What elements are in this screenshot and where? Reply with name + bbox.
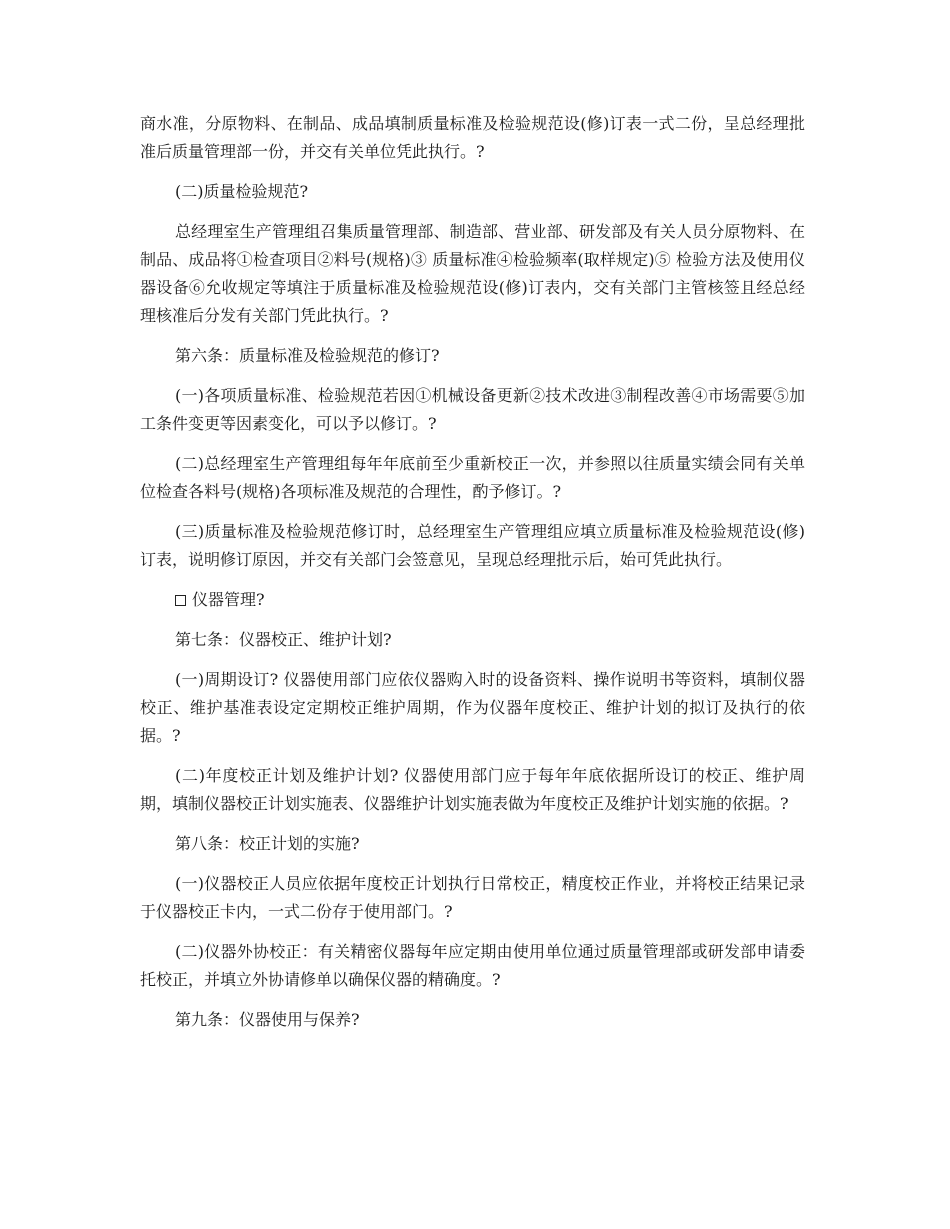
paragraph: (三)质量标准及检验规范修订时，总经理室生产管理组应填立质量标准及检验规范设(修)订表，说明修订原因，并交有关部门会签意见，呈现总经理批示后，始可凭此执行。 (140, 522, 805, 569)
article-heading: 第七条：仪器校正、维护计划? (175, 630, 392, 649)
article-heading: 第八条：校正计划的实施? (175, 834, 360, 853)
paragraph: 商水准，分原物料、在制品、成品填制质量标准及检验规范设(修)订表一式二份，呈总经理批准后质量管理部一份，并交有关单位凭此执行。? (140, 114, 805, 161)
article-heading: 第九条：仪器使用与保养? (175, 1010, 360, 1029)
paragraph: (二)仪器外协校正：有关精密仪器每年应定期由使用单位通过质量管理部或研发部申请委托校正，并填立外协请修单以确保仪器的精确度。? (140, 942, 805, 989)
checkbox-icon (175, 595, 186, 606)
paragraph: (二)总经理室生产管理组每年年底前至少重新校正一次，并参照以往质量实绩会同有关单位检查各料号(规格)各项标准及规范的合理性，酌予修订。? (140, 454, 805, 501)
paragraph: 总经理室生产管理组召集质量管理部、制造部、营业部、研发部及有关人员分原物料、在制品、成品将①检查项目②料号(规格)③ 质量标准④检验频率(取样规定)⑤ 检验方法及使用仪器设备⑥允收规定等填注于质量标准及检验规范设(修)订表内，交有关部门主管核签且经总经理核准后分发有关部门凭此执行。? (140, 222, 805, 325)
paragraph: (二)年度校正计划及维护计划? 仪器使用部门应于每年年底依据所设订的校正、维护周期，填制仪器校正计划实施表、仪器维护计划实施表做为年度校正及维护计划实施的依据。? (140, 766, 805, 813)
paragraph: (一)仪器校正人员应依据年度校正计划执行日常校正，精度校正作业，并将校正结果记录于仪器校正卡内，一式二份存于使用部门。? (140, 874, 805, 921)
document-page (140, 110, 805, 1046)
chapter-heading-label: 仪器管理? (192, 590, 265, 609)
paragraph: (一)各项质量标准、检验规范若因①机械设备更新②技术改进③制程改善④市场需要⑤加工条件变更等因素变化，可以予以修订。? (140, 386, 805, 433)
article-heading: 第六条：质量标准及检验规范的修订? (175, 346, 440, 365)
chapter-heading (140, 586, 805, 614)
paragraph: (一)周期设订? 仪器使用部门应依仪器购入时的设备资料、操作说明书等资料，填制仪器校正、维护基准表设定定期校正维护周期，作为仪器年度校正、维护计划的拟订及执行的依据。? (140, 670, 805, 745)
section-heading: (二)质量检验规范? (175, 182, 309, 201)
